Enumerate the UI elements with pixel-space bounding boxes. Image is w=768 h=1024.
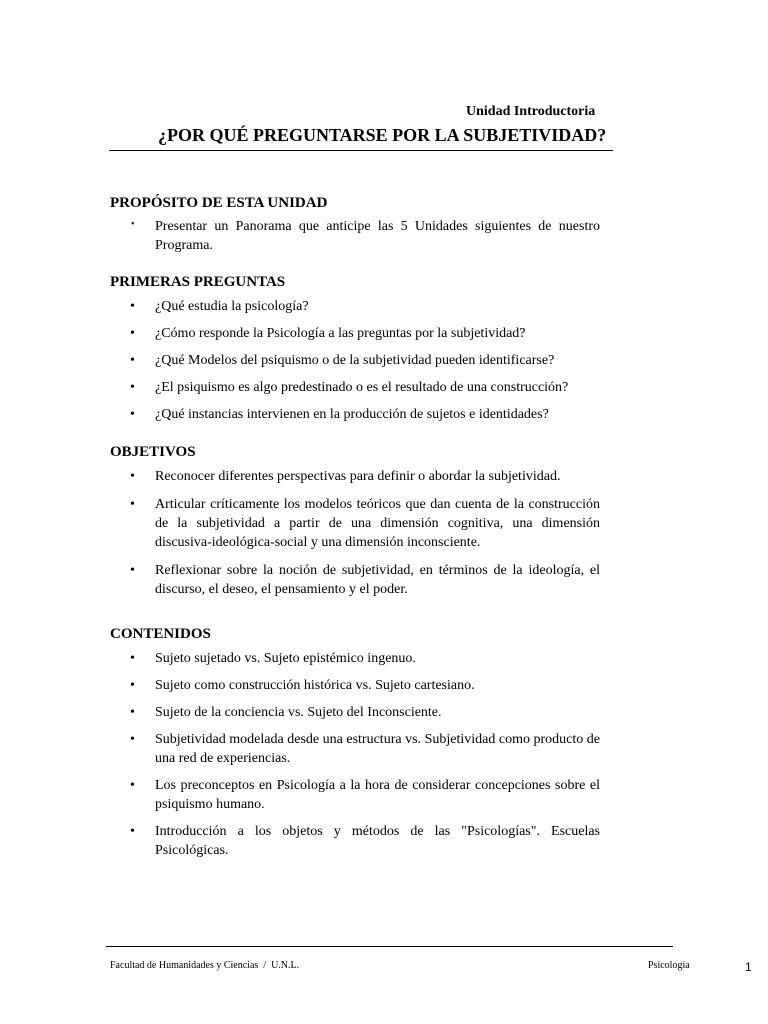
bullet-icon: •	[130, 353, 135, 368]
list-item-text: Reconocer diferentes perspectivas para definir o abordar la subjetividad.	[155, 469, 561, 484]
bullet-icon: •	[130, 651, 135, 666]
page-title: ¿POR QUÉ PREGUNTARSE POR LA SUBJETIVIDAD?	[158, 125, 607, 145]
list-item-text: Articular críticamente los modelos teóricos que dan cuenta de la construcción de la subjetividad a partir de una dimensión cognitiva, una dimensión discusiva-ideológica-social y una dimensión inconsciente.	[155, 497, 600, 550]
bullet-icon: •	[130, 732, 135, 747]
unit-label: Unidad Introductoria	[466, 104, 596, 119]
list-item-text: Subjetividad modelada desde una estructura vs. Subjetividad como producto de una red de experiencias.	[155, 732, 600, 766]
list-item	[110, 378, 600, 397]
bullet-icon: •	[130, 407, 135, 422]
list-item	[110, 217, 600, 255]
footer-rule	[106, 946, 673, 947]
bullet-icon: •	[130, 469, 135, 484]
bullet-icon: •	[130, 705, 135, 720]
list-item	[110, 561, 600, 599]
footer-subject: Psicología	[648, 960, 690, 971]
list-item-text: Sujeto como construcción histórica vs. Sujeto cartesiano.	[155, 678, 475, 693]
list-item	[110, 703, 600, 722]
list-item-text: Introducción a los objetos y métodos de las "Psicologías". Escuelas Psicológicas.	[155, 824, 600, 858]
section-heading: CONTENIDOS	[110, 626, 211, 642]
section-objetivos	[110, 443, 600, 599]
list-item	[110, 730, 600, 768]
section-heading: OBJETIVOS	[110, 444, 196, 460]
bullet-icon: •	[131, 219, 135, 230]
section-heading: PROPÓSITO DE ESTA UNIDAD	[110, 195, 328, 211]
list-item	[110, 676, 600, 695]
section-contenidos	[110, 625, 600, 860]
list-item-text: Los preconceptos en Psicología a la hora de considerar concepciones sobre el psiquismo humano.	[155, 778, 600, 812]
list-item-text: ¿Qué instancias intervienen en la producción de sujetos e identidades?	[155, 407, 549, 422]
bullet-icon: •	[130, 678, 135, 693]
bullet-icon: •	[130, 563, 135, 578]
list-item-text: Sujeto sujetado vs. Sujeto epistémico ingenuo.	[155, 651, 416, 666]
bullet-icon: •	[130, 326, 135, 341]
list-item-text: Presentar un Panorama que anticipe las 5 Unidades siguientes de nuestro Programa.	[155, 219, 600, 253]
list-item	[110, 324, 600, 343]
section-proposito	[110, 194, 600, 255]
list-item-text: Sujeto de la conciencia vs. Sujeto del Inconsciente.	[155, 705, 442, 720]
list-item-text: ¿Cómo responde la Psicología a las preguntas por la subjetividad?	[155, 326, 526, 341]
list-item-text: ¿Qué Modelos del psiquismo o de la subjetividad pueden identificarse?	[155, 353, 555, 368]
list-item-text: Reflexionar sobre la noción de subjetividad, en términos de la ideología, el discurso, el deseo, el pensamiento y el poder.	[155, 563, 600, 597]
list-item-text: ¿Qué estudia la psicología?	[155, 299, 309, 314]
list-item	[110, 776, 600, 814]
footer-institution: Facultad de Humanidades y Ciencias / U.N.L.	[110, 960, 300, 971]
bullet-icon: •	[130, 778, 135, 793]
bullet-icon: •	[130, 299, 135, 314]
list-item	[110, 405, 600, 424]
bullet-icon: •	[130, 497, 135, 512]
list-item	[110, 351, 600, 370]
title-underline	[109, 150, 613, 151]
bullet-icon: •	[130, 380, 135, 395]
section-preguntas	[110, 273, 600, 424]
section-heading: PRIMERAS PREGUNTAS	[110, 274, 286, 290]
page-number: 1	[745, 960, 752, 974]
list-item	[110, 649, 600, 668]
list-item	[110, 467, 600, 486]
list-item	[110, 822, 600, 860]
list-item-text: ¿El psiquismo es algo predestinado o es el resultado de una construcción?	[155, 380, 569, 395]
bullet-icon: •	[130, 824, 135, 839]
list-item	[110, 297, 600, 316]
list-item	[110, 495, 600, 552]
